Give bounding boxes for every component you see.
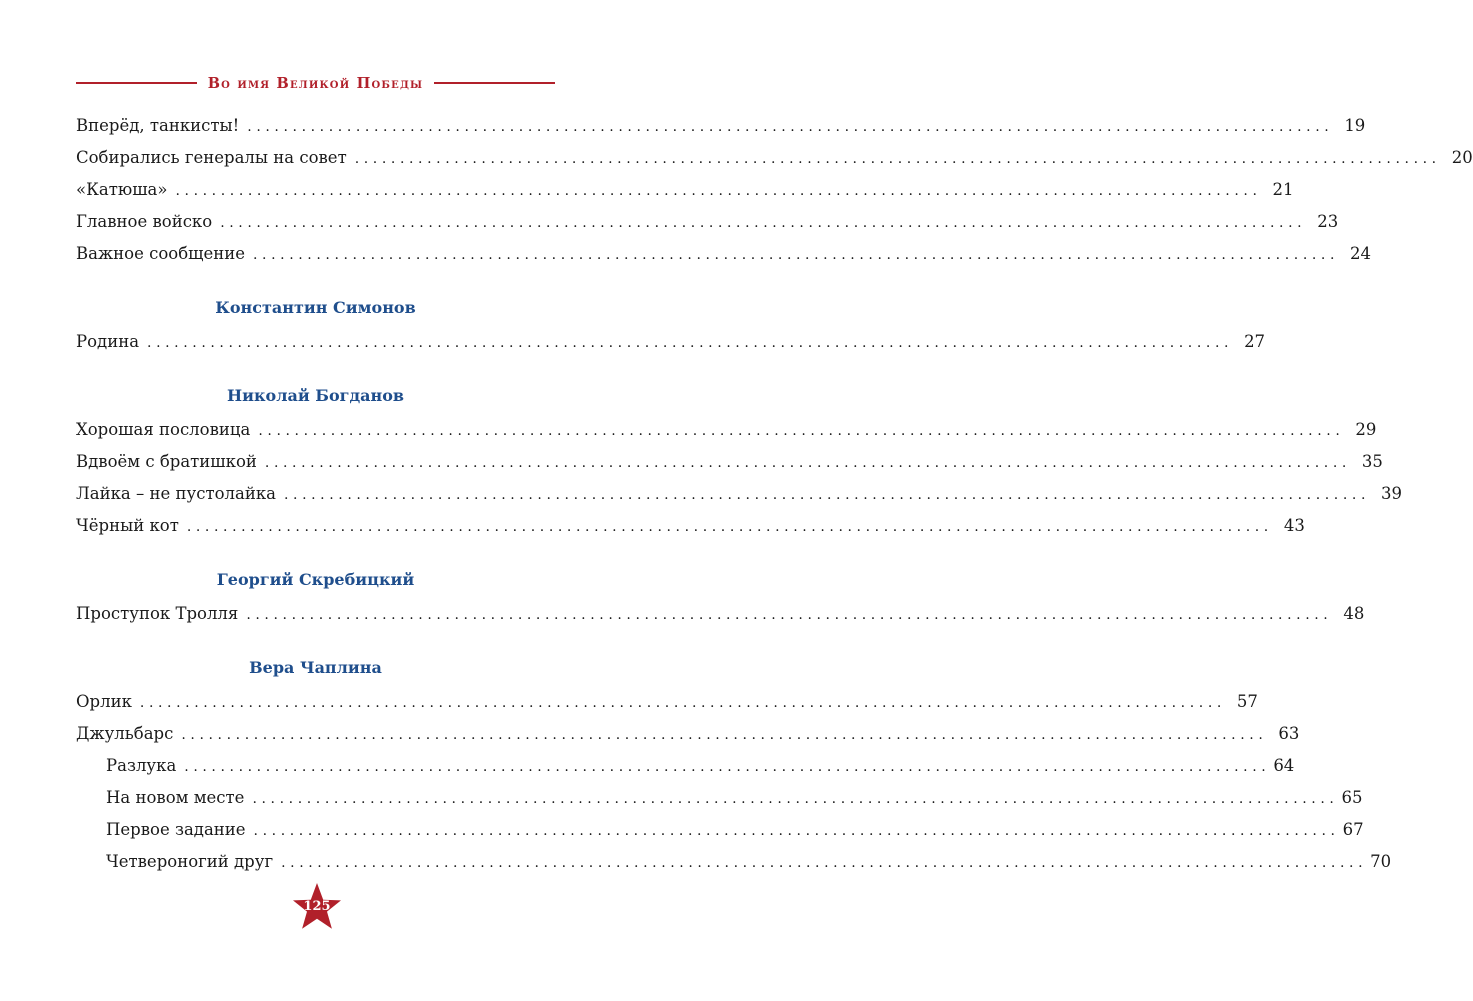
entry-title: Четвероногий друг: [106, 852, 274, 871]
author-heading: Георгий Скребицкий: [216, 570, 415, 589]
dot-leader: ........................................................................................................................: [175, 183, 1262, 199]
entry-page-number: 57: [1236, 692, 1258, 711]
dot-leader: ........................................................................................................................: [220, 215, 1307, 231]
entry-page-number: 24: [1350, 244, 1372, 263]
entry-title: Собирались генералы на совет: [76, 148, 347, 167]
page-number-badge: [292, 882, 342, 932]
author-heading: Николай Богданов: [227, 386, 404, 405]
toc-entry[interactable]: [76, 598, 1365, 630]
section-gap: [76, 542, 555, 564]
dot-leader: ........................................................................................................................: [283, 487, 1371, 503]
dot-leader: ........................................................................................................................: [181, 727, 1268, 743]
dot-leader: ........................................................................................................................: [147, 335, 1234, 351]
entry-page-number: 64: [1273, 756, 1295, 775]
section-gap: [76, 358, 555, 380]
dot-leader: ........................................................................................................................: [186, 519, 1273, 535]
running-header: [76, 71, 555, 95]
section-gap: [76, 270, 555, 292]
entry-title: На новом месте: [106, 788, 245, 807]
toc-entry[interactable]: [76, 446, 1383, 478]
entry-page-number: 48: [1343, 604, 1365, 623]
entry-title: Вперёд, танкисты!: [76, 116, 240, 135]
dot-leader: ........................................................................................................................: [253, 247, 1340, 263]
dot-leader: ........................................................................................................................: [253, 823, 1340, 839]
toc-subentry[interactable]: [76, 814, 1364, 846]
table-of-contents: [76, 110, 1473, 878]
entry-title: Чёрный кот: [76, 516, 179, 535]
entry-page-number: 65: [1341, 788, 1363, 807]
entry-title: Разлука: [106, 756, 177, 775]
entry-page-number: 21: [1272, 180, 1294, 199]
dot-leader: ........................................................................................................................: [258, 423, 1345, 439]
toc-entry[interactable]: [76, 174, 1294, 206]
page-number: 125: [303, 899, 331, 914]
header-rule-left: [76, 82, 197, 84]
dot-leader: ........................................................................................................................: [184, 759, 1271, 775]
entry-title: Лайка – не пустолайка: [76, 484, 276, 503]
dot-leader: ........................................................................................................................: [252, 791, 1339, 807]
entry-page-number: 19: [1344, 116, 1366, 135]
toc-subentry[interactable]: [76, 782, 1363, 814]
entry-title: «Катюша»: [76, 180, 168, 199]
entry-page-number: 67: [1342, 820, 1364, 839]
toc-entry[interactable]: [76, 414, 1377, 446]
entry-title: Первое задание: [106, 820, 246, 839]
entry-page-number: 63: [1278, 724, 1300, 743]
toc-subentry[interactable]: [76, 750, 1295, 782]
dot-leader: ........................................................................................................................: [139, 695, 1226, 711]
entry-page-number: 27: [1244, 332, 1266, 351]
toc-entry[interactable]: [76, 718, 1300, 750]
section-gap: [76, 630, 555, 652]
toc-entry[interactable]: [76, 326, 1266, 358]
toc-subentry[interactable]: [76, 846, 1392, 878]
toc-entry[interactable]: [76, 478, 1403, 510]
entry-title: Джульбарс: [76, 724, 174, 743]
dot-leader: ........................................................................................................................: [247, 119, 1334, 135]
entry-page-number: 23: [1317, 212, 1339, 231]
entry-page-number: 20: [1451, 148, 1473, 167]
author-heading: Вера Чаплина: [249, 658, 382, 677]
toc-entry[interactable]: [76, 510, 1305, 542]
dot-leader: ........................................................................................................................: [281, 855, 1368, 871]
running-header-title: Во имя Великой Победы: [207, 74, 424, 92]
dot-leader: ........................................................................................................................: [354, 151, 1441, 167]
entry-page-number: 29: [1355, 420, 1377, 439]
header-rule-right: [434, 82, 555, 84]
dot-leader: ........................................................................................................................: [264, 455, 1351, 471]
entry-page-number: 43: [1283, 516, 1305, 535]
entry-title: Вдвоём с братишкой: [76, 452, 257, 471]
toc-entry[interactable]: [76, 686, 1258, 718]
entry-title: Орлик: [76, 692, 132, 711]
dot-leader: ........................................................................................................................: [246, 607, 1333, 623]
entry-title: Хорошая пословица: [76, 420, 251, 439]
entry-title: Проступок Тролля: [76, 604, 239, 623]
toc-entry[interactable]: [76, 238, 1372, 270]
toc-entry[interactable]: [76, 142, 1473, 174]
entry-title: Родина: [76, 332, 140, 351]
entry-page-number: 39: [1381, 484, 1403, 503]
entry-title: Главное войско: [76, 212, 213, 231]
toc-entry[interactable]: [76, 110, 1366, 142]
entry-page-number: 70: [1370, 852, 1392, 871]
entry-title: Важное сообщение: [76, 244, 245, 263]
toc-entry[interactable]: [76, 206, 1339, 238]
entry-page-number: 35: [1361, 452, 1383, 471]
author-heading: Константин Симонов: [215, 298, 416, 317]
